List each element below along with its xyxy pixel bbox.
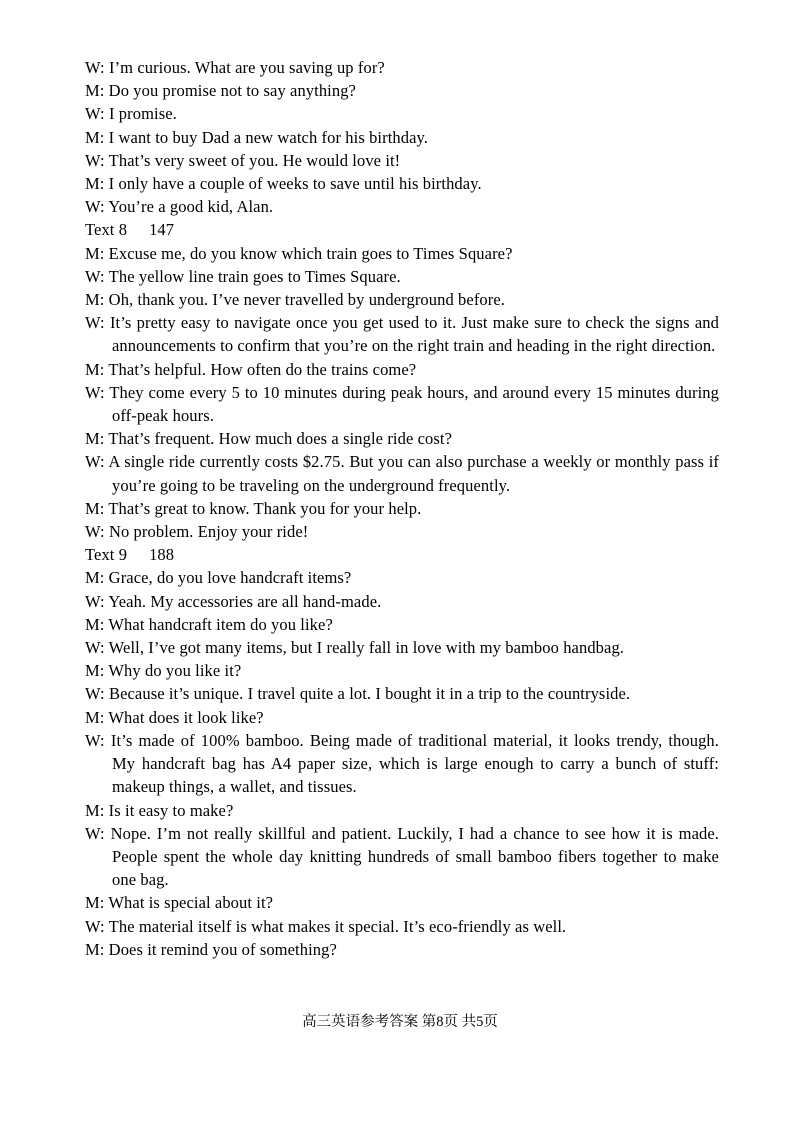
dialogue-line: W: You’re a good kid, Alan. <box>85 197 274 217</box>
dialogue-line: W: Yeah. My accessories are all hand-made. <box>85 591 382 611</box>
dialogue-line: W: It’s made of 100% bamboo. Being made of traditional material, it looks trendy, though. My handcraft bag has A4 paper size, which is large enough to carry a bunch of stuff: makeup things, a wallet, and tissues. <box>85 730 719 797</box>
dialogue-line: W: I promise. <box>85 104 177 124</box>
dialogue-line: M: That’s frequent. How much does a single ride cost? <box>85 429 452 449</box>
transcript-container <box>85 56 719 961</box>
text-heading-count: 147 <box>149 220 175 240</box>
dialogue-line: W: Well, I’ve got many items, but I really fall in love with my bamboo handbag. <box>85 638 625 658</box>
text-heading-label: Text 9 <box>85 545 128 565</box>
dialogue-line: W: That’s very sweet of you. He would love it! <box>85 150 401 170</box>
dialogue-line: M: Why do you like it? <box>85 661 242 681</box>
dialogue-line: W: It’s pretty easy to navigate once you get used to it. Just make sure to check the signs and announcements to confirm that you’re on the right train and heading in the right direction. <box>85 313 719 356</box>
dialogue-line: W: No problem. Enjoy your ride! <box>85 522 309 542</box>
text-heading-count: 188 <box>149 545 175 565</box>
dialogue-line: W: The material itself is what makes it special. It’s eco-friendly as well. <box>85 916 567 936</box>
text-heading <box>85 218 719 241</box>
dialogue-line: W: The yellow line train goes to Times Square. <box>85 266 401 286</box>
dialogue-line: W: Because it’s unique. I travel quite a lot. I bought it in a trip to the countryside. <box>85 684 631 704</box>
dialogue-line: M: That’s great to know. Thank you for your help. <box>85 498 422 518</box>
dialogue-line: M: What does it look like? <box>85 707 264 727</box>
dialogue-line: M: That’s helpful. How often do the trains come? <box>85 359 417 379</box>
dialogue-line: W: I’m curious. What are you saving up for? <box>85 58 385 77</box>
dialogue-line: M: Does it remind you of something? <box>85 939 337 959</box>
dialogue-line: M: I only have a couple of weeks to save until his birthday. <box>85 174 482 194</box>
dialogue-line: W: A single ride currently costs $2.75. But you can also purchase a weekly or monthly pass if you’re going to be traveling on the underground frequently. <box>85 452 719 495</box>
page-footer: 高三英语参考答案 第8页 共5页 <box>302 1014 498 1030</box>
dialogue-line: M: What handcraft item do you like? <box>85 614 333 634</box>
dialogue-line: M: Excuse me, do you know which train goes to Times Square? <box>85 243 513 263</box>
dialogue-line: M: I want to buy Dad a new watch for his birthday. <box>85 127 429 147</box>
dialogue-line: M: Do you promise not to say anything? <box>85 81 356 101</box>
dialogue-line: W: Nope. I’m not really skillful and patient. Luckily, I had a chance to see how it is made. People spent the whole day knitting hundreds of small bamboo fibers together to make one bag. <box>85 823 719 890</box>
dialogue-line: W: They come every 5 to 10 minutes during peak hours, and around every 15 minutes during off-peak hours. <box>85 382 719 426</box>
dialogue-line: M: Oh, thank you. I’ve never travelled by underground before. <box>85 290 506 310</box>
dialogue-line: M: Grace, do you love handcraft items? <box>85 568 352 588</box>
text-heading <box>85 543 719 566</box>
dialogue-line: M: Is it easy to make? <box>85 800 234 820</box>
text-heading-label: Text 8 <box>85 220 128 240</box>
dialogue-line: M: What is special about it? <box>85 893 274 913</box>
